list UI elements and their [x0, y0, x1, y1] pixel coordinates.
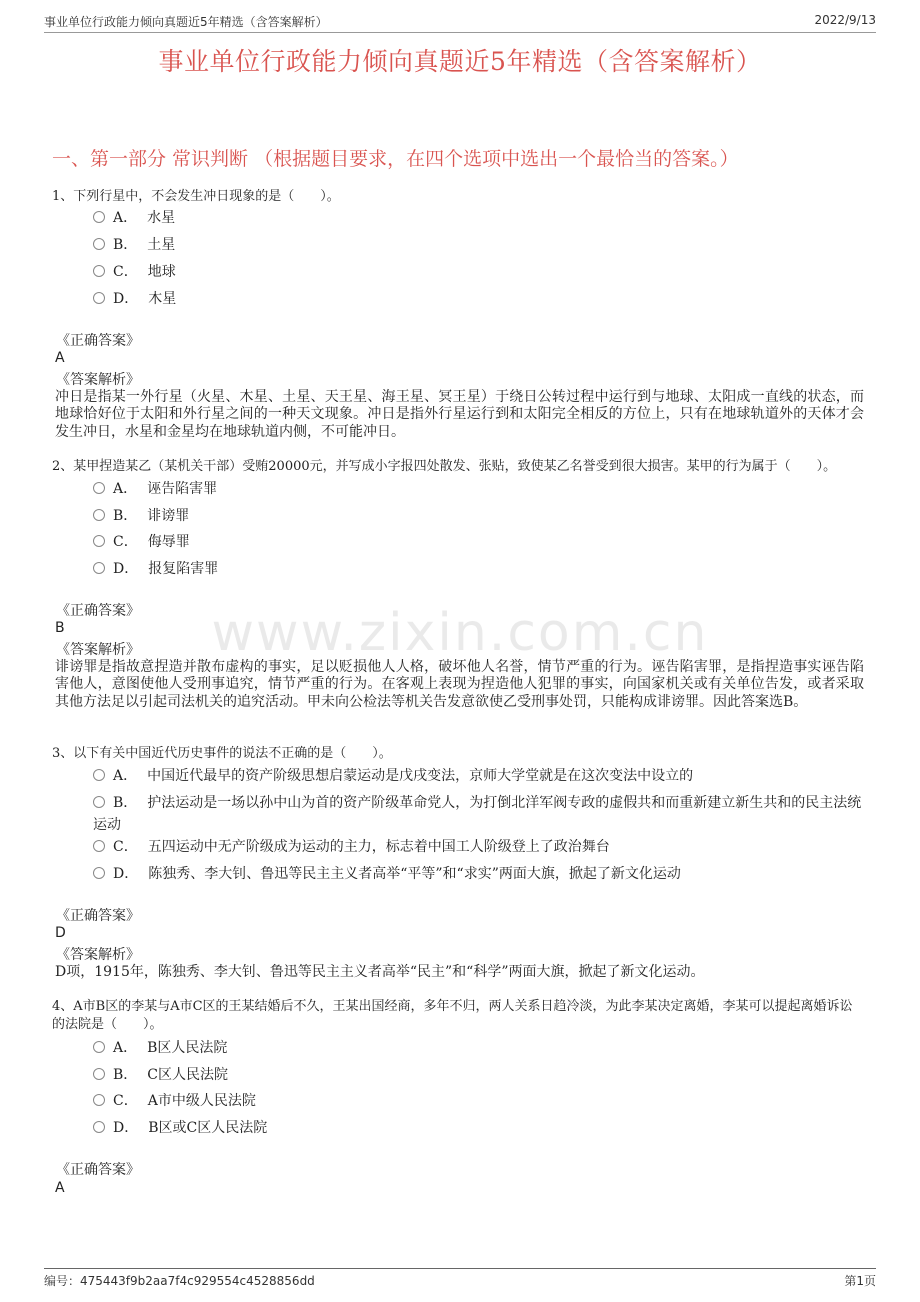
question-3-stem: 3、以下有关中国近代历史事件的说法不正确的是（ ）。	[52, 746, 392, 761]
question-3-option-d[interactable]: D． 陈独秀、李大钊、鲁迅等民主主义者高举“平等”和“求实”两面大旗，掀起了新文化运动	[93, 863, 864, 885]
question-4-answer: A	[55, 1180, 65, 1196]
radio-icon[interactable]	[93, 1094, 105, 1106]
document-code: 编号：475443f9b2aa7f4c929554c4528856dd	[44, 1274, 315, 1288]
page-footer	[44, 1268, 876, 1289]
analysis-label: 《答案解析》	[56, 372, 140, 388]
section-title: 一、第一部分 常识判断 （根据题目要求，在四个选项中选出一个最恰当的答案。）	[52, 148, 739, 170]
question-3-option-b[interactable]: B． 护法运动是一场以孙中山为首的资产阶级革命党人，为打倒北洋军阀专政的虚假共和而重新建立新生共和的民主法统运动	[93, 795, 862, 833]
question-1-answer: A	[55, 350, 65, 366]
question-2-answer: B	[55, 620, 65, 636]
radio-icon[interactable]	[93, 867, 105, 879]
radio-icon[interactable]	[93, 562, 105, 574]
question-2-option-d[interactable]: D． 报复陷害罪	[93, 558, 864, 580]
question-1-option-d[interactable]: D． 木星	[93, 288, 864, 310]
radio-icon[interactable]	[93, 211, 105, 223]
document-title: 事业单位行政能力倾向真题近5年精选（含答案解析）	[158, 47, 762, 76]
radio-icon[interactable]	[93, 1121, 105, 1133]
radio-icon[interactable]	[93, 769, 105, 781]
radio-icon[interactable]	[93, 1041, 105, 1053]
question-2-option-b[interactable]: B． 诽谤罪	[93, 505, 864, 527]
question-1-stem: 1、下列行星中，不会发生冲日现象的是（ ）。	[52, 189, 340, 204]
radio-icon[interactable]	[93, 796, 105, 808]
radio-icon[interactable]	[93, 482, 105, 494]
answer-label: 《正确答案》	[56, 603, 140, 619]
page-header	[44, 12, 876, 33]
question-4-option-a[interactable]: A． B区人民法院	[93, 1037, 864, 1059]
question-4-stem: 4、A市B区的李某与A市C区的王某结婚后不久，王某出国经商，多年不归，两人关系日趋冷淡，为此李某决定离婚，李某可以提起离婚诉讼的法院是（ ）。	[52, 999, 853, 1032]
radio-icon[interactable]	[93, 1068, 105, 1080]
question-4-option-d[interactable]: D． B区或C区人民法院	[93, 1117, 864, 1139]
answer-label: 《正确答案》	[56, 1162, 140, 1178]
question-1-option-a[interactable]: A． 水星	[93, 207, 864, 229]
header-date: 2022/9/13	[814, 13, 876, 27]
question-4-option-c[interactable]: C． A市中级人民法院	[93, 1090, 864, 1112]
question-3-answer: D	[55, 925, 66, 941]
page-number: 第1页	[844, 1274, 876, 1288]
question-4-option-b[interactable]: B． C区人民法院	[93, 1064, 864, 1086]
radio-icon[interactable]	[93, 509, 105, 521]
analysis-label: 《答案解析》	[56, 947, 140, 963]
radio-icon[interactable]	[93, 238, 105, 250]
question-3-option-a[interactable]: A． 中国近代最早的资产阶级思想启蒙运动是戊戌变法，京师大学堂就是在这次变法中设立的	[93, 765, 864, 787]
question-1-analysis: 冲日是指某一外行星（火星、木星、土星、天王星、海王星、冥王星）于绕日公转过程中运行到与地球、太阳成一直线的状态，而地球恰好位于太阳和外行星之间的一种天文现象。冲日是指外行星运行到和太阳完全相反的方位上，只有在地球轨道外的天体才会发生冲日，水星和金星均在地球轨道内侧，不可能冲日。	[55, 389, 864, 440]
question-1-option-b[interactable]: B． 土星	[93, 234, 864, 256]
header-title: 事业单位行政能力倾向真题近5年精选（含答案解析）	[44, 15, 328, 29]
radio-icon[interactable]	[93, 535, 105, 547]
answer-label: 《正确答案》	[56, 908, 140, 924]
answer-label: 《正确答案》	[56, 333, 140, 349]
question-2-option-c[interactable]: C． 侮辱罪	[93, 531, 864, 553]
radio-icon[interactable]	[93, 265, 105, 277]
question-2-stem: 2、某甲捏造某乙（某机关干部）受贿20000元，并写成小字报四处散发、张贴，致使某乙名誉受到很大损害。某甲的行为属于（ ）。	[52, 459, 837, 474]
question-2-option-a[interactable]: A． 诬告陷害罪	[93, 478, 864, 500]
analysis-label: 《答案解析》	[56, 642, 140, 658]
question-2-analysis: 诽谤罪是指故意捏造并散布虚构的事实，足以贬损他人人格，破坏他人名誉，情节严重的行为。诬告陷害罪，是指捏造事实诬告陷害他人，意图使他人受刑事追究，情节严重的行为。在客观上表现为捏造他人犯罪的事实，向国家机关或有关单位告发，或者采取其他方法足以引起司法机关的追究活动。甲未向公检法等机关告发意欲使乙受刑事处罚，只能构成诽谤罪。因此答案选B。	[55, 659, 864, 710]
question-1-option-c[interactable]: C． 地球	[93, 261, 864, 283]
radio-icon[interactable]	[93, 840, 105, 852]
radio-icon[interactable]	[93, 292, 105, 304]
question-3-option-c[interactable]: C． 五四运动中无产阶级成为运动的主力，标志着中国工人阶级登上了政治舞台	[93, 836, 864, 858]
question-3-analysis: D项，1915年，陈独秀、李大钊、鲁迅等民主主义者高举“民主”和“科学”两面大旗，掀起了新文化运动。	[55, 964, 705, 980]
watermark: www.zixin.com.cn	[211, 603, 709, 663]
